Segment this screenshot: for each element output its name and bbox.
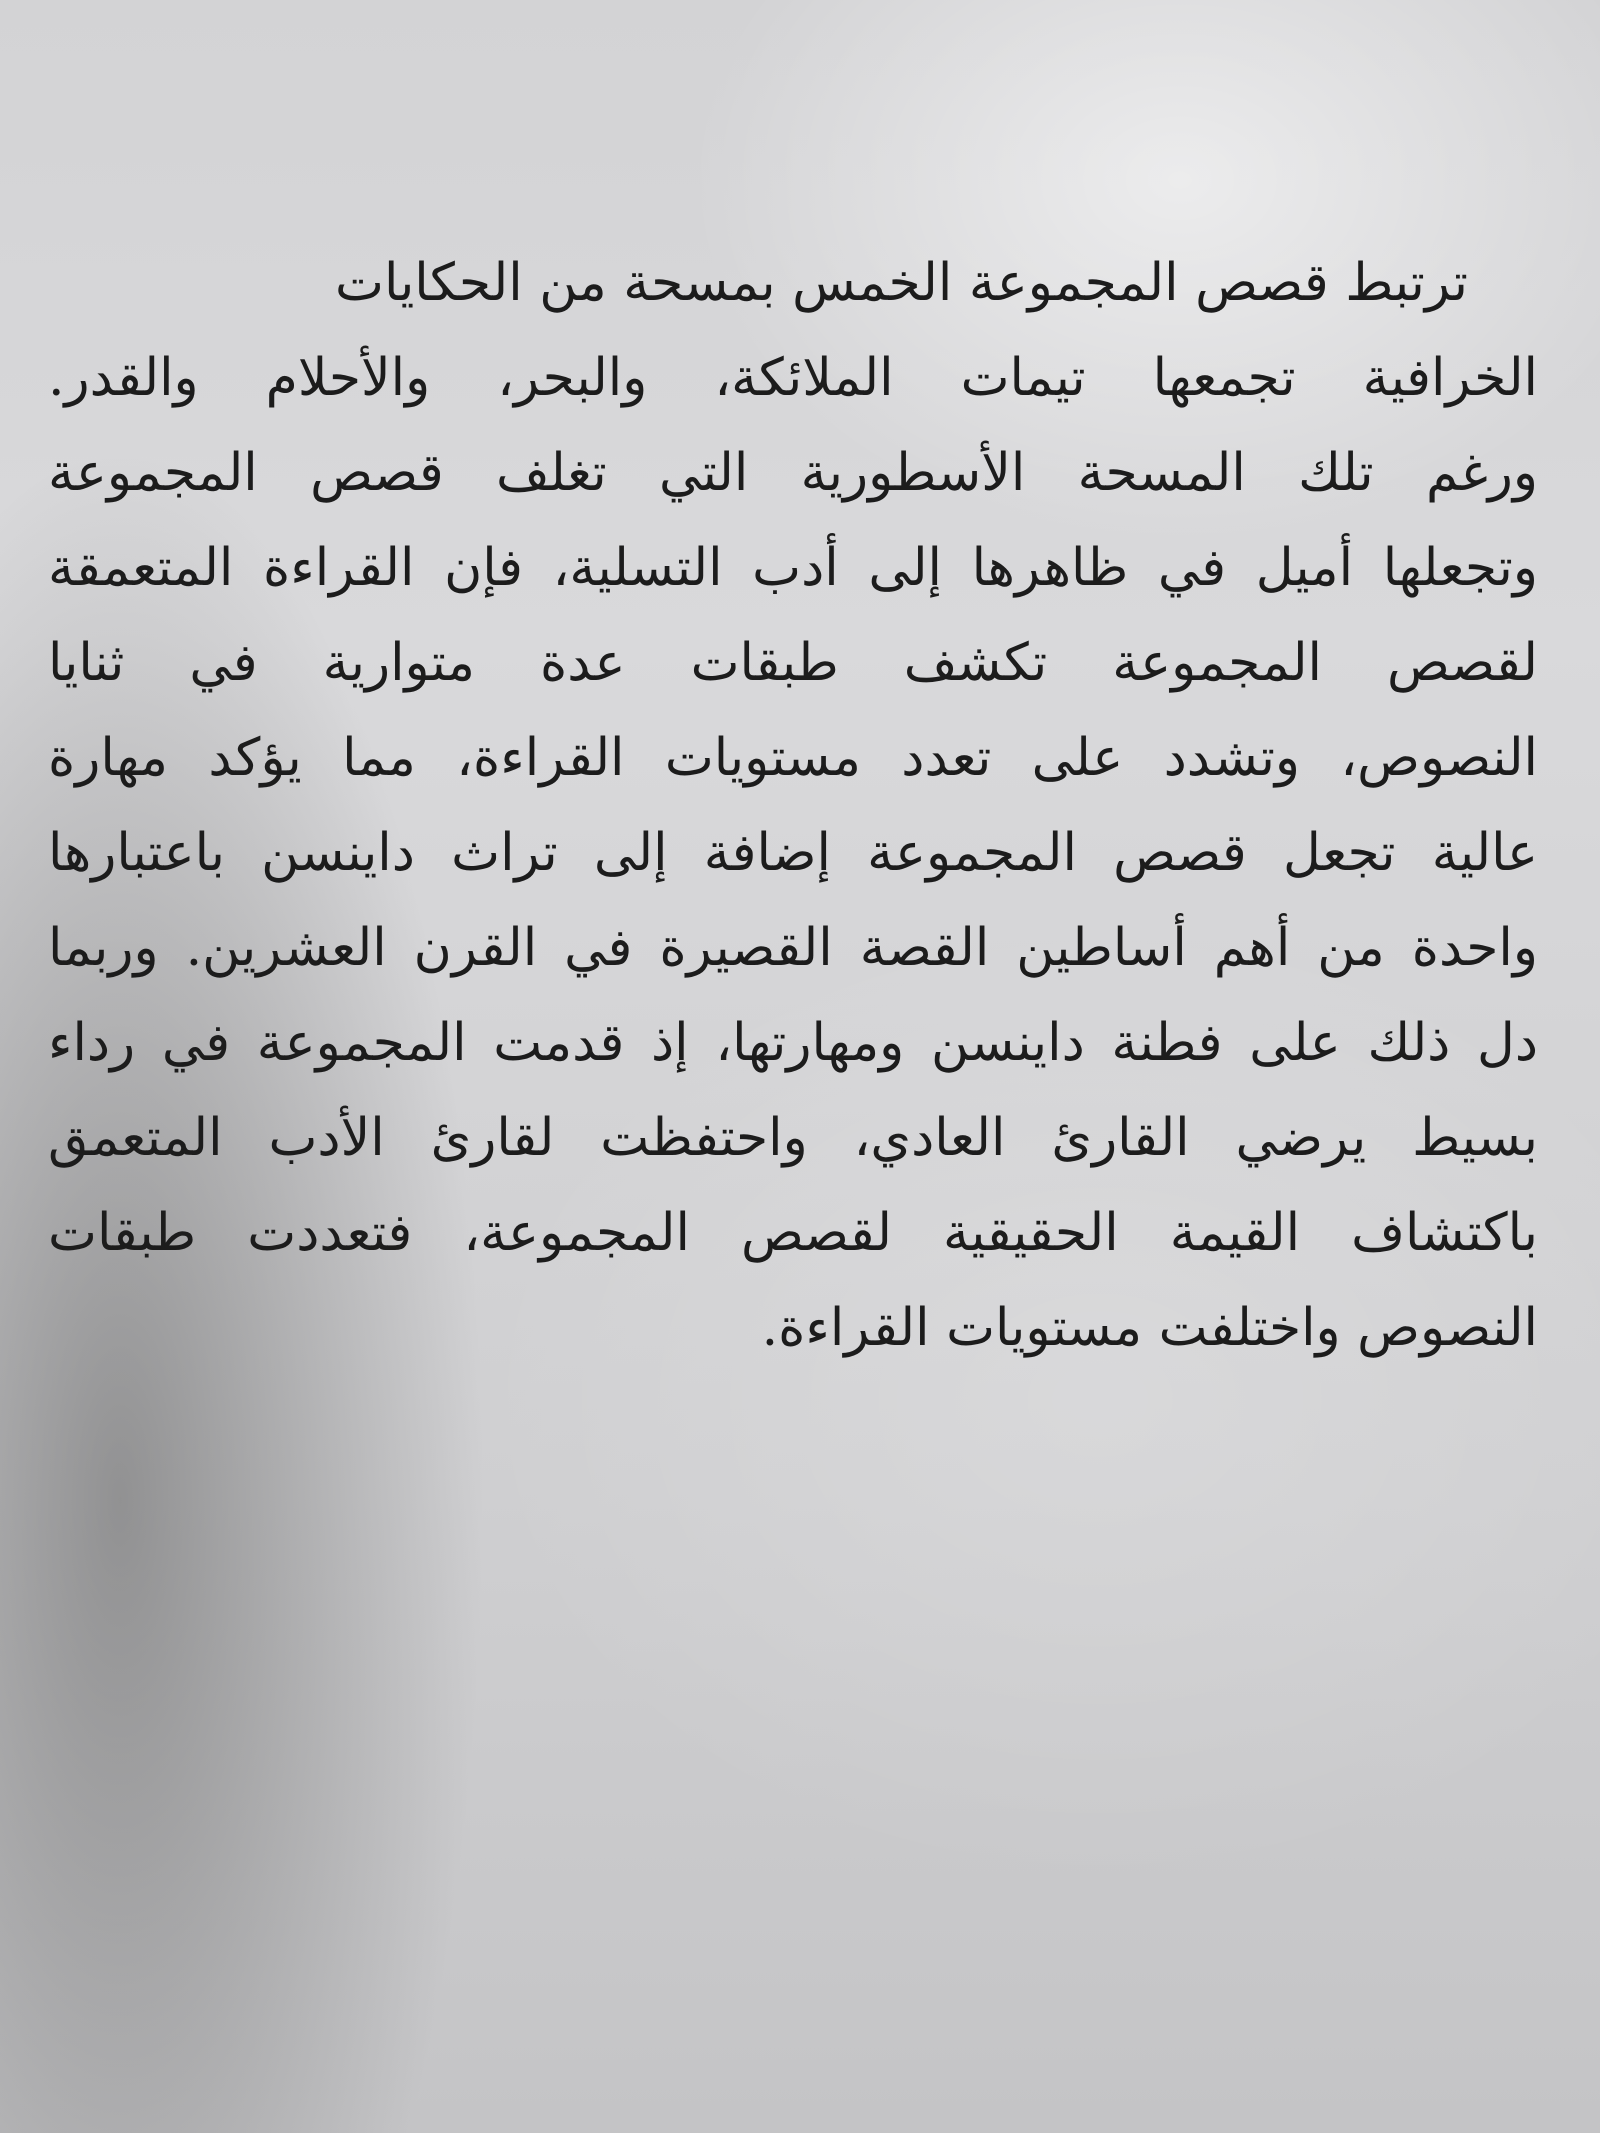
paragraph-line: وتجعلها أميل في ظاهرها إلى أدب التسلية، فإن القراءة المتعمقة — [48, 538, 1538, 598]
paragraph-line: عالية تجعل قصص المجموعة إضافة إلى تراث داينسن باعتبارها — [48, 823, 1538, 883]
paragraph-line: ترتبط قصص المجموعة الخمس بمسحة من الحكايات — [335, 253, 1468, 313]
paragraph-line: باكتشاف القيمة الحقيقية لقصص المجموعة، فتعددت طبقات — [48, 1203, 1538, 1263]
paragraph-line: لقصص المجموعة تكشف طبقات عدة متوارية في ثنايا — [48, 633, 1538, 693]
paragraph-line: الخرافية تجمعها تيمات الملائكة، والبحر، والأحلام والقدر. — [48, 348, 1538, 408]
paragraph-line: دل ذلك على فطنة داينسن ومهارتها، إذ قدمت المجموعة في رداء — [48, 1013, 1538, 1073]
paragraph-line: ورغم تلك المسحة الأسطورية التي تغلف قصص المجموعة — [48, 443, 1538, 503]
paragraph-line: واحدة من أهم أساطين القصة القصيرة في القرن العشرين. وربما — [48, 918, 1538, 978]
paragraph-line: بسيط يرضي القارئ العادي، واحتفظت لقارئ الأدب المتعمق — [48, 1108, 1538, 1168]
paragraph-line: النصوص واختلفت مستويات القراءة. — [761, 1298, 1538, 1358]
paragraph-line: النصوص، وتشدد على تعدد مستويات القراءة، مما يؤكد مهارة — [48, 728, 1538, 788]
paragraph — [48, 236, 1538, 1376]
